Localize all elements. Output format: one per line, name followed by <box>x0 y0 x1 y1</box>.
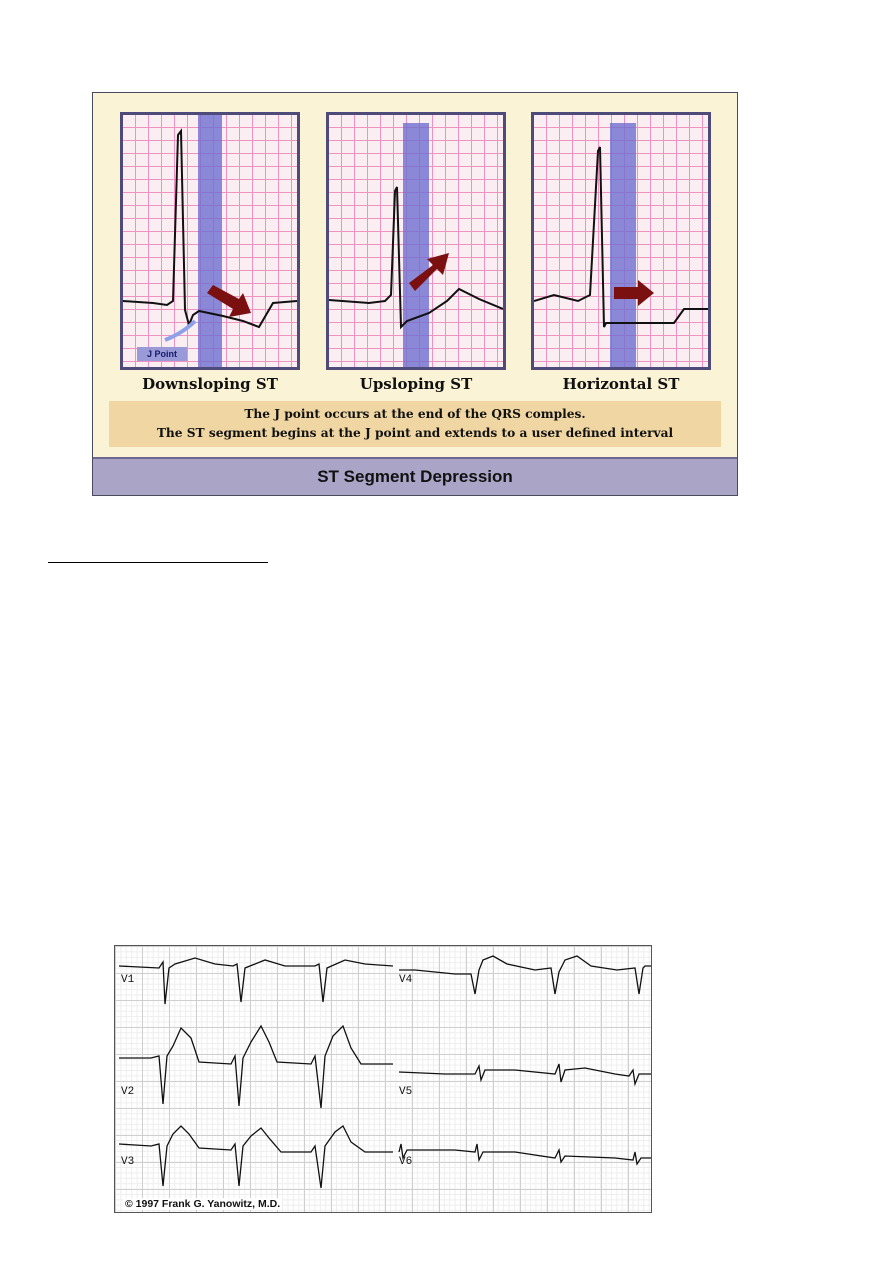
upsloping-st-panel <box>326 112 506 370</box>
copyright-notice: © 1997 Frank G. Yanowitz, M.D. <box>125 1198 281 1210</box>
downsloping-label: Downsloping ST <box>142 375 278 393</box>
lead-label-v1: V1 <box>121 974 135 986</box>
horizontal-st-panel <box>531 112 711 370</box>
ecg-trace-v2 <box>119 1026 393 1108</box>
st-interval-band <box>403 123 429 367</box>
ecg-trace-v4 <box>399 956 651 994</box>
downsloping-st-panel <box>120 112 300 370</box>
note-line-2: The ST segment begins at the J point and extends to a user defined interval <box>156 426 674 440</box>
upsloping-label: Upsloping ST <box>359 375 473 393</box>
explanation-note <box>109 401 721 447</box>
section-heading-rule <box>48 562 268 563</box>
note-line-1: The J point occurs at the end of the QRS comples. <box>244 407 586 421</box>
ecg-trace-v6 <box>399 1144 651 1164</box>
jpoint-pointer-icon <box>165 321 195 340</box>
precordial-ecg-strip <box>114 945 652 1213</box>
ecg-trace-v5 <box>399 1064 651 1084</box>
ecg-trace-v1 <box>119 958 393 1004</box>
figure-title: ST Segment Depression <box>93 457 737 495</box>
ecg-trace-v3 <box>119 1126 393 1188</box>
st-interval-band <box>198 115 222 367</box>
horizontal-label: Horizontal ST <box>562 375 680 393</box>
st-interval-band <box>610 123 636 367</box>
lead-label-v5: V5 <box>399 1086 413 1098</box>
st-depression-figure <box>92 92 738 496</box>
lead-label-v3: V3 <box>121 1156 135 1168</box>
lead-label-v4: V4 <box>399 974 413 986</box>
lead-label-v6: V6 <box>399 1156 413 1168</box>
lead-label-v2: V2 <box>121 1086 135 1098</box>
j-point-label: J Point <box>137 347 187 361</box>
